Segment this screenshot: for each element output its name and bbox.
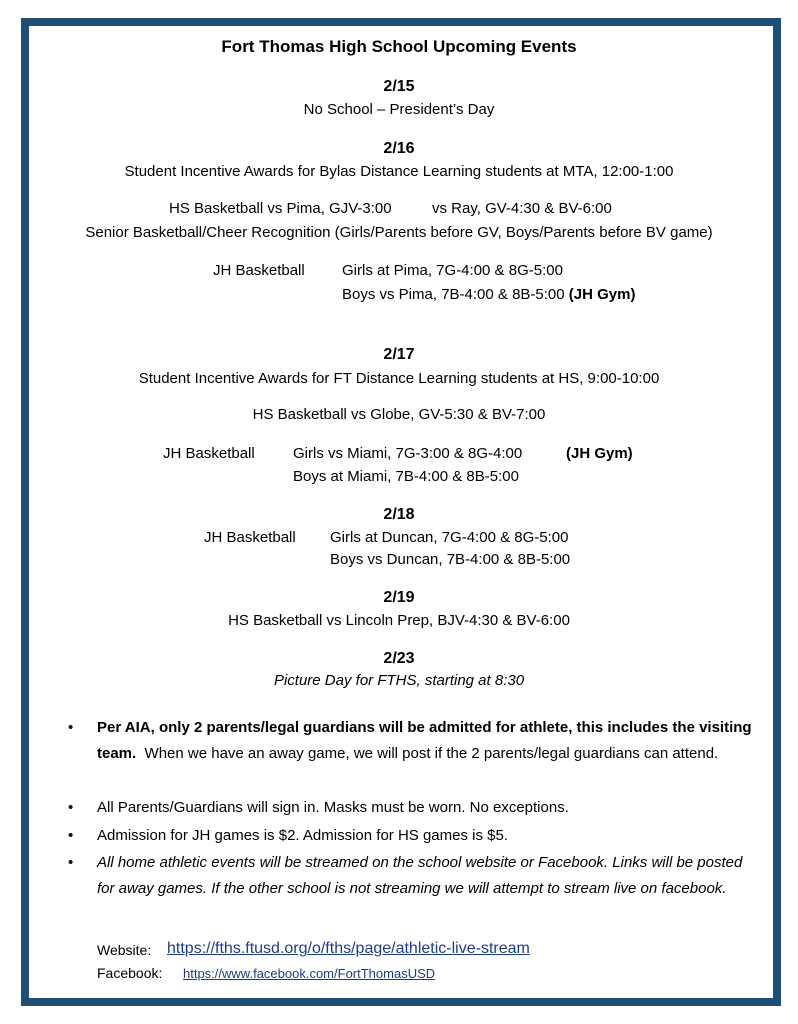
event-hs-basketball-ray: vs Ray, GV-4:30 & BV-6:00 [432,200,612,217]
date-heading-2-19: 2/19 [383,589,415,606]
event-hs-basketball-lincoln: HS Basketball vs Lincoln Prep, BJV-4:30 & BV-6:00 [228,612,570,629]
aia-policy-rest: When we have an away game, we will post if the 2 parents/legal guardians can attend. [144,745,719,762]
event-hs-basketball-globe: HS Basketball vs Globe, GV-5:30 & BV-7:00 [252,406,546,423]
jh-basketball-label: JH Basketball [204,529,296,546]
bullet-aia-policy [97,715,762,767]
event-hs-basketball-pima: HS Basketball vs Pima, GJV-3:00 [169,200,392,217]
bullet-streaming: All home athletic events will be streamed on the school website or Facebook. Links will be posted for away games. If the other school is not streaming we will attempt to stream live on facebook. [97,854,743,897]
event-incentive-bylas: Student Incentive Awards for Bylas Distance Learning students at MTA, 12:00-1:00 [124,163,674,180]
date-heading-2-16: 2/16 [383,140,415,157]
bullet-admission: Admission for JH games is $2. Admission for HS games is $5. [97,827,508,844]
event-jh-boys-duncan: Boys vs Duncan, 7B-4:00 & 8B-5:00 [330,551,571,568]
event-jh-girls-duncan: Girls at Duncan, 7G-4:00 & 8G-5:00 [330,529,569,546]
jh-basketball-label: JH Basketball [213,262,305,279]
website-link[interactable]: https://fths.ftusd.org/o/fths/page/athletic-live-stream [167,940,530,957]
event-jh-boys-pima [342,286,635,303]
aia-policy-bold: Per AIA, only 2 parents/legal guardians will be admitted for athlete, this includes the visiting team. [97,719,752,762]
bullet-dot: • [68,719,74,736]
page-title: Fort Thomas High School Upcoming Events [221,37,577,56]
jh-basketball-label: JH Basketball [163,445,255,462]
bullet-dot: • [68,854,74,871]
bullet-dot: • [68,827,74,844]
date-heading-2-18: 2/18 [383,506,415,523]
bullet-dot: • [68,799,74,816]
jh-gym-note: (JH Gym) [566,445,633,462]
event-jh-girls-pima: Girls at Pima, 7G-4:00 & 8G-5:00 [342,262,563,279]
facebook-label: Facebook: [97,965,163,981]
event-senior-recognition: Senior Basketball/Cheer Recognition (Girls/Parents before GV, Boys/Parents before BV game) [85,224,713,241]
date-heading-2-17: 2/17 [383,346,415,363]
jh-boys-pima-text: Boys vs Pima, 7B-4:00 & 8B-5:00 [342,286,565,303]
bullet-sign-in: All Parents/Guardians will sign in. Masks must be worn. No exceptions. [97,799,569,816]
event-no-school: No School – President’s Day [303,101,495,118]
event-jh-boys-miami: Boys at Miami, 7B-4:00 & 8B-5:00 [293,468,519,485]
facebook-link[interactable]: https://www.facebook.com/FortThomasUSD [183,966,436,981]
jh-gym-note: (JH Gym) [568,286,636,303]
date-heading-2-15: 2/15 [383,78,415,95]
event-jh-girls-miami: Girls vs Miami, 7G-3:00 & 8G-4:00 [293,445,523,462]
event-incentive-ft: Student Incentive Awards for FT Distance Learning students at HS, 9:00-10:00 [138,370,660,387]
website-label: Website: [97,942,152,958]
event-picture-day: Picture Day for FTHS, starting at 8:30 [273,672,525,689]
date-heading-2-23: 2/23 [383,650,415,667]
